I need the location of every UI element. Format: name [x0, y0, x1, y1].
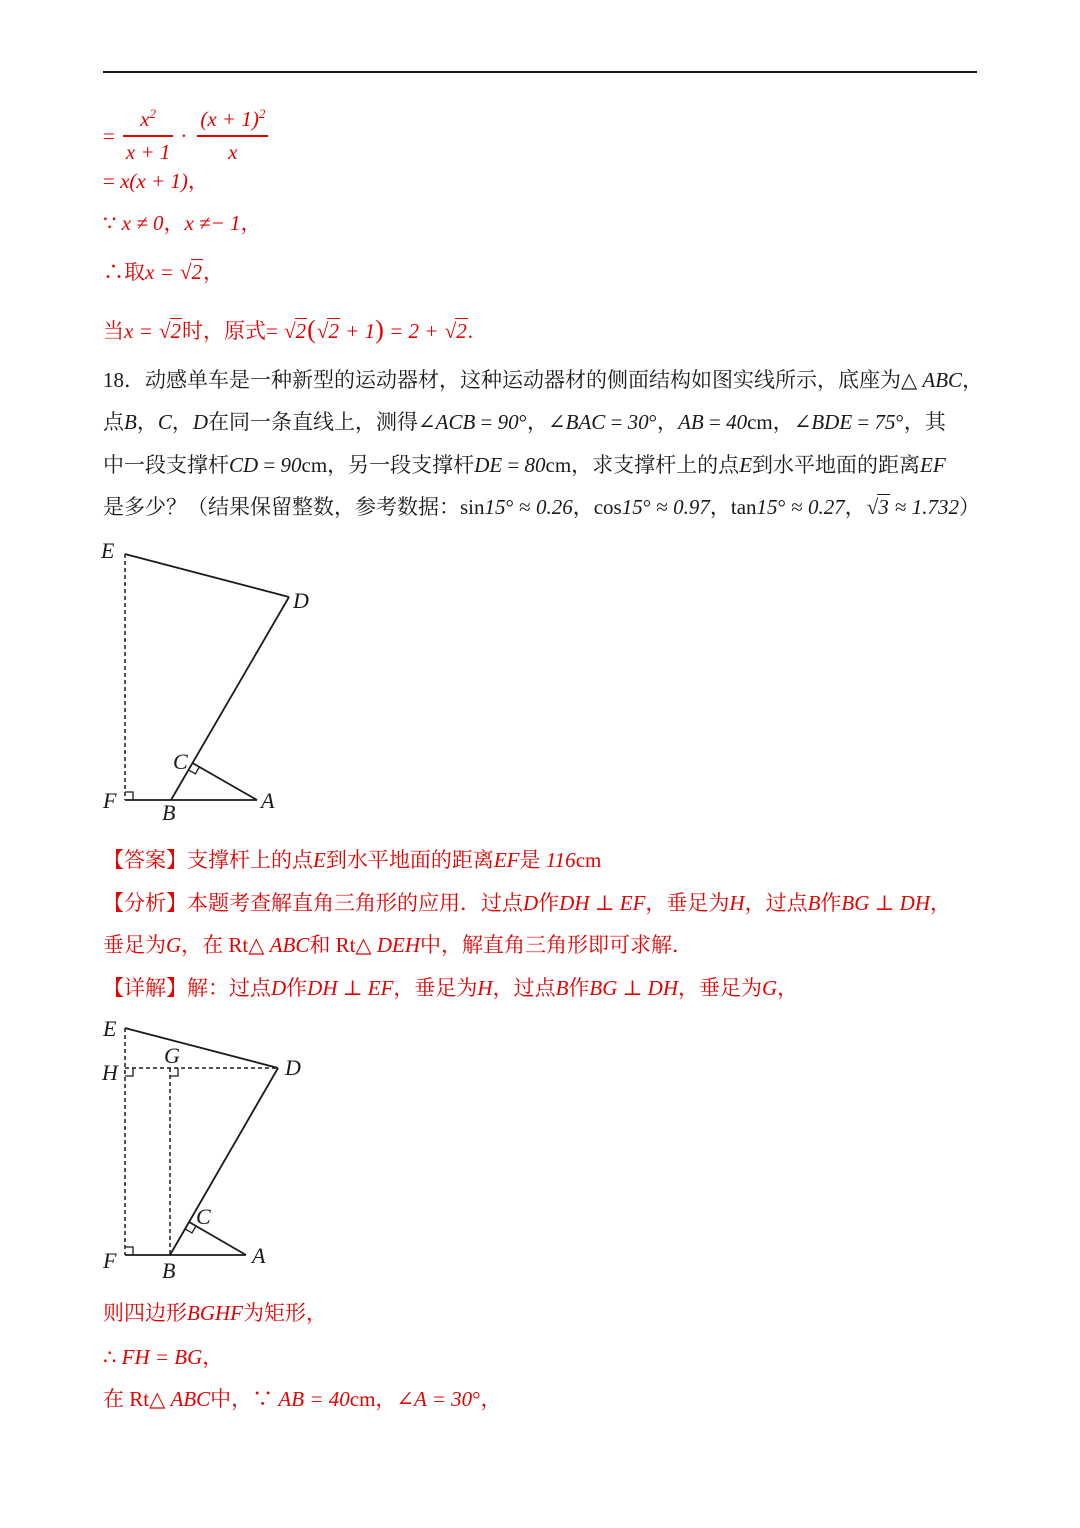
math-expression: C	[157, 410, 172, 434]
text-segment: =	[703, 410, 727, 434]
continuation-line-2	[103, 1342, 223, 1372]
math-expression: G	[762, 976, 778, 1000]
text-segment: ，	[930, 891, 951, 915]
numerator-exponent: 2	[258, 106, 266, 122]
math-expression: ABC	[922, 368, 963, 392]
point-label-C: C	[173, 749, 188, 774]
text-segment: ，tan	[709, 495, 757, 519]
solution-line-conditions	[103, 208, 262, 238]
numerator-exponent: 2	[149, 106, 157, 122]
segment-ED	[125, 1028, 278, 1068]
radicand: 3	[878, 495, 889, 519]
math-expression: BAC	[565, 410, 606, 434]
fraction-1-numerator	[137, 106, 159, 133]
point-label-H: H	[102, 1060, 118, 1085]
text-segment: cm，另一段支撑杆	[301, 453, 475, 477]
text-segment: =	[258, 453, 281, 477]
header-rule	[103, 71, 977, 73]
fraction-bar	[123, 135, 174, 136]
text-segment: =	[605, 410, 628, 434]
radicand: 2	[191, 260, 203, 284]
right-angle-mark-H	[125, 1068, 133, 1076]
text-segment: 则四边形	[103, 1301, 187, 1325]
radical-sign: √	[316, 319, 329, 343]
math-expression: 40	[726, 410, 748, 434]
problem-line-3	[103, 450, 946, 480]
radical-sign: √	[444, 319, 457, 343]
math-expression: A = 30	[414, 1387, 473, 1411]
fraction-1	[123, 106, 174, 165]
point-label-F: F	[103, 1248, 117, 1273]
text-segment: ，过点	[492, 976, 556, 1000]
text-segment: 中一段支撑杆	[103, 453, 229, 477]
text-segment: ，在 Rt△	[181, 933, 270, 957]
point-label-C: C	[196, 1204, 211, 1229]
solution-line-choose-x	[103, 257, 224, 287]
math-expression: BGHF	[187, 1301, 243, 1325]
point-label-G: G	[164, 1043, 180, 1068]
text-segment: ° ≈	[777, 495, 808, 519]
text-segment: 到水平地面的距离	[752, 453, 921, 477]
math-expression: 1.732	[911, 495, 960, 519]
math-expression: + 1	[339, 319, 376, 343]
point-label-B: B	[162, 1258, 176, 1283]
math-expression: D	[192, 410, 209, 434]
text-segment: ，过点	[744, 891, 808, 915]
text-segment: ，垂足为	[393, 976, 478, 1000]
problem-line-2	[103, 407, 946, 437]
math-expression: ABC	[170, 1387, 211, 1411]
fraction-2	[197, 106, 268, 165]
math-expression: D	[523, 891, 539, 915]
math-expression: 90	[497, 410, 519, 434]
math-expression: DEH	[376, 933, 421, 957]
math-expression: DE	[474, 453, 503, 477]
text-segment: 作	[538, 891, 560, 915]
fraction-bar	[197, 135, 268, 136]
text-segment: =	[852, 410, 875, 434]
text-segment: 中，解直角三角形即可求解．	[420, 933, 694, 957]
text-segment: 18．动感单车是一种新型的运动器材，这种运动器材的侧面结构如图实线所示，底座为△	[103, 368, 923, 392]
text-segment: ≈	[889, 495, 912, 519]
point-label-D: D	[285, 1055, 301, 1080]
text-segment: ，垂足为	[645, 891, 730, 915]
text-segment: =	[475, 410, 498, 434]
text-segment: 作	[286, 976, 308, 1000]
text-segment: 时，原式=	[182, 319, 284, 343]
text-segment: ° ≈	[642, 495, 674, 519]
math-expression: EF	[493, 848, 520, 872]
text-segment: 【分析】本题考查解直角三角形的应用．过点	[103, 891, 523, 915]
solution-line-simplified	[103, 166, 209, 196]
radicand: 2	[456, 319, 467, 343]
text-segment: ，	[777, 976, 799, 1000]
point-label-A: A	[252, 1243, 266, 1268]
analysis-line-2	[103, 930, 693, 960]
numerator-base: (x + 1)	[200, 107, 259, 132]
math-expression: = 2 +	[383, 319, 444, 343]
text-segment: 垂足为	[103, 933, 166, 957]
continuation-line-3	[103, 1384, 502, 1414]
math-expression: EF	[920, 453, 946, 477]
math-expression: BG ⊥ DH	[589, 976, 678, 1000]
right-angle-mark-F	[125, 1247, 133, 1255]
math-expression: 15	[621, 495, 643, 519]
text-segment: cm，求支撑杆上的点	[545, 453, 740, 477]
point-label-B: B	[162, 800, 176, 825]
left-parenthesis: (	[307, 315, 316, 344]
math-expression: 80	[524, 453, 546, 477]
text-segment: ，cos	[572, 495, 622, 519]
math-expression: x =	[145, 260, 179, 284]
text-segment: 是	[519, 848, 546, 872]
text-segment: 到水平地面的距离	[325, 848, 494, 872]
answer-line	[103, 845, 601, 875]
text-segment: ，	[844, 495, 866, 519]
text-segment: 作	[568, 976, 590, 1000]
text-segment: °，∠	[518, 410, 566, 434]
problem-line-4	[103, 492, 980, 522]
math-expression: ACB	[435, 410, 476, 434]
point-label-A: A	[261, 788, 275, 813]
text-segment: ，	[163, 211, 185, 235]
math-expression: BDE	[811, 410, 853, 434]
math-expression: B	[555, 976, 569, 1000]
math-expression: 90	[280, 453, 302, 477]
point-label-D: D	[293, 588, 309, 613]
math-expression: DH ⊥ EF	[559, 891, 646, 915]
text-segment: ，	[171, 410, 193, 434]
math-expression: ABC	[269, 933, 310, 957]
figure-1-bike-side-structure	[95, 535, 335, 830]
numerator-base: x	[140, 107, 150, 132]
text-segment: 当	[103, 319, 124, 343]
text-segment: cm	[575, 848, 602, 872]
text-segment: ∴取	[103, 260, 145, 284]
math-expression: 0.26	[535, 495, 573, 519]
text-segment: °，	[472, 1387, 502, 1411]
figure-2-auxiliary-lines	[95, 1012, 315, 1287]
text-segment: 【答案】支撑杆上的点	[103, 848, 313, 872]
text-segment: cm，∠	[747, 410, 812, 434]
segment-DB	[171, 597, 289, 800]
radical-sign: √	[180, 260, 192, 284]
point-label-F: F	[103, 788, 117, 813]
continuation-line-1	[103, 1298, 327, 1328]
detail-line-1	[103, 973, 798, 1003]
text-segment: ，	[240, 211, 262, 235]
math-expression: FH = BG	[121, 1345, 203, 1369]
math-expression: H	[477, 976, 493, 1000]
math-expression: D	[271, 976, 287, 1000]
math-expression: 15	[484, 495, 506, 519]
math-expression: 116	[545, 848, 576, 872]
math-expression: 15	[756, 495, 778, 519]
text-segment: ，	[203, 260, 225, 284]
segment-CA	[193, 763, 258, 800]
math-expression: x ≠ 0	[121, 211, 164, 235]
right-angle-mark-G	[170, 1068, 178, 1076]
problem-line-1	[103, 365, 983, 395]
math-expression: E	[313, 848, 326, 872]
math-expression: BG ⊥ DH	[841, 891, 930, 915]
point-label-E: E	[101, 538, 115, 563]
point-label-E: E	[103, 1016, 117, 1041]
text-segment: ，	[962, 368, 984, 392]
text-segment: °，其	[895, 410, 946, 434]
math-expression: 0.97	[673, 495, 710, 519]
text-segment: 作	[820, 891, 842, 915]
text-segment: ，	[187, 169, 209, 193]
equals-sign: =	[103, 124, 115, 148]
right-angle-mark-F	[125, 792, 133, 800]
solution-line-evaluate	[103, 315, 473, 345]
text-segment: =	[502, 453, 525, 477]
segment-ED	[125, 554, 289, 597]
math-expression: AB	[678, 410, 704, 434]
text-segment: 中，∵	[210, 1387, 279, 1411]
text-segment: ，	[202, 1345, 224, 1369]
radicand: 2	[328, 319, 339, 343]
fraction-2-numerator	[197, 106, 268, 133]
math-expression: x =	[124, 319, 158, 343]
math-expression: x ≠− 1	[184, 211, 241, 235]
radical-sign: √	[866, 495, 879, 519]
text-segment: ）	[959, 495, 981, 519]
text-segment: cm，∠	[349, 1387, 415, 1411]
math-expression: 75	[874, 410, 896, 434]
math-expression: CD	[229, 453, 259, 477]
math-expression: AB = 40	[278, 1387, 350, 1411]
radicand: 2	[295, 319, 307, 343]
text-segment: 是多少？（结果保留整数，参考数据：sin	[103, 495, 485, 519]
text-segment: 在 Rt△	[103, 1387, 171, 1411]
text-segment: .	[467, 319, 473, 343]
math-expression: 0.27	[807, 495, 845, 519]
math-expression: B	[807, 891, 821, 915]
multiplication-dot: ·	[180, 124, 188, 148]
text-segment: 【详解】解：过点	[103, 976, 271, 1000]
text-segment: =	[103, 169, 121, 193]
math-expression: H	[729, 891, 745, 915]
radicand: 2	[170, 319, 182, 343]
math-expression: E	[739, 453, 753, 477]
therefore-symbol: ∴	[103, 1345, 122, 1369]
math-expression: DH ⊥ EF	[307, 976, 394, 1000]
text-segment: 在同一条直线上，测得∠	[208, 410, 436, 434]
fraction-2-denominator: x	[228, 139, 238, 164]
text-segment: 为矩形，	[243, 1301, 327, 1325]
math-expression: G	[166, 933, 182, 957]
analysis-line-1	[103, 888, 951, 918]
math-expression: 30	[627, 410, 649, 434]
math-expression: x(x + 1)	[120, 169, 188, 193]
text-segment: 和 Rt△	[309, 933, 377, 957]
text-segment: ° ≈	[505, 495, 536, 519]
text-segment: ，垂足为	[678, 976, 762, 1000]
radical-sign: √	[159, 319, 171, 343]
because-symbol: ∵	[103, 211, 122, 235]
right-parenthesis: )	[375, 315, 384, 344]
segment-DB	[170, 1068, 278, 1255]
math-expression: B	[124, 410, 137, 434]
fraction-1-denominator: x + 1	[125, 139, 171, 164]
fraction-step-line	[103, 104, 273, 168]
text-segment: 点	[103, 410, 124, 434]
radical-sign: √	[284, 319, 296, 343]
text-segment: ，	[136, 410, 158, 434]
text-segment: °，	[648, 410, 679, 434]
